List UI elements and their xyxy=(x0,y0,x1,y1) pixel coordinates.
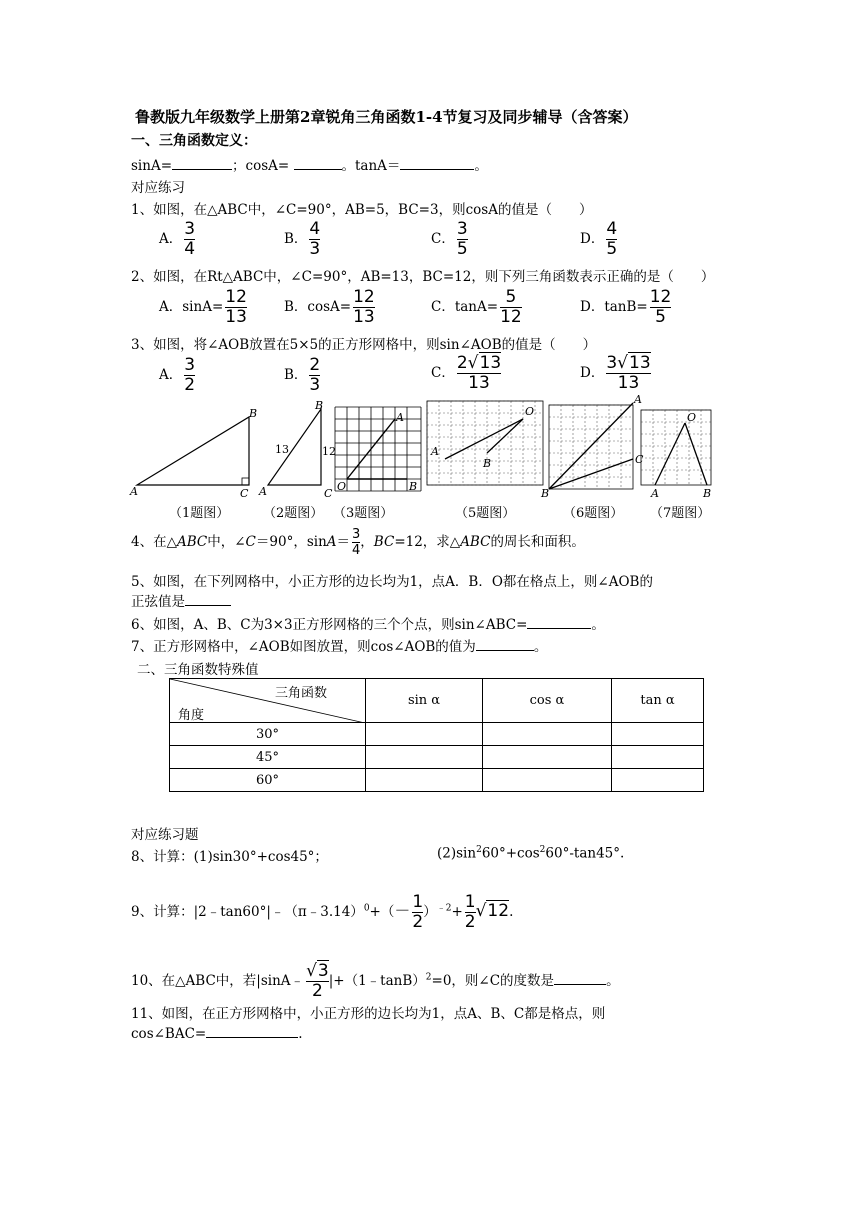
fig1-triangle xyxy=(137,417,249,485)
fig1-label-a: A xyxy=(130,485,138,498)
sin-def-blank[interactable] xyxy=(172,157,232,170)
q3-option-c[interactable]: C． $\frac{2√13}{13}$ xyxy=(431,353,502,393)
col-header-tan: tan α xyxy=(612,679,704,723)
q3-option-a[interactable]: A． $\frac{3}{2}$ xyxy=(159,355,196,395)
fig2-label-a: A xyxy=(259,485,267,498)
definition-line: sinA= ；cosA= 。tanA＝ 。 xyxy=(131,158,488,174)
special-values-table xyxy=(169,678,704,792)
question-6: 6、如图，A、B、C为3×3正方形网格的三个个点，则sin∠ABC= 。 xyxy=(131,617,605,633)
fig3-label-o: O xyxy=(337,480,347,493)
fig2-side-13: 13 xyxy=(275,443,289,456)
q1-option-b[interactable]: B． $\frac{4}{3}$ xyxy=(284,219,321,259)
q3-option-b[interactable]: B． $\frac{2}{3}$ xyxy=(284,355,321,395)
figure-6 xyxy=(540,395,644,500)
table-row xyxy=(170,723,704,746)
question-3: 3、如图，将∠AOB放置在5×5的正方形网格中，则sin∠AOB的值是（ ） xyxy=(131,337,597,353)
question-1: 1、如图，在△ABC中，∠C=90°，AB=5，BC=3，则cosA的值是（ ） xyxy=(131,202,593,218)
fig6-label-b: B xyxy=(541,487,550,500)
row-angle-60: 60° xyxy=(170,769,366,792)
caption-fig1: （1题图） xyxy=(169,506,230,521)
figure-5 xyxy=(427,401,543,485)
section1-heading: 一、三角函数定义： xyxy=(131,133,257,149)
question-11-line1: 11、如图，在正方形网格中，小正方形的边长均为1，点A、B、C都是格点，则 xyxy=(131,1006,606,1022)
row-angle-45: 45° xyxy=(170,746,366,769)
fig1-label-b: B xyxy=(249,407,258,420)
cos-def-label: ；cosA= xyxy=(232,158,290,174)
fig3-label-b: B xyxy=(409,480,418,493)
caption-fig2: （2题图） xyxy=(263,506,324,521)
q2-option-c[interactable]: C．tanA= $\frac{5}{12}$ xyxy=(431,287,522,327)
col-header-cos: cos α xyxy=(483,679,612,723)
figures-row xyxy=(125,395,725,500)
sin-def-label: sinA= xyxy=(131,158,173,174)
table-row xyxy=(170,746,704,769)
caption-fig3: （3题图） xyxy=(333,506,394,521)
q6-answer-blank[interactable] xyxy=(527,616,591,629)
cell-tan60[interactable] xyxy=(612,769,704,792)
row-angle-30: 30° xyxy=(170,723,366,746)
figure-1 xyxy=(129,407,257,500)
question-11-line2: cos∠BAC= . xyxy=(131,1026,303,1042)
practice-label-2: 对应练习题 xyxy=(131,827,199,843)
q2-option-d[interactable]: D．tanB= $\frac{12}{5}$ xyxy=(580,287,672,327)
fig7-label-b: B xyxy=(703,487,712,500)
cos-def-blank[interactable] xyxy=(294,157,342,170)
caption-fig6: （6题图） xyxy=(563,506,624,521)
fig7-label-o: O xyxy=(687,411,697,424)
cell-tan45[interactable] xyxy=(612,746,704,769)
fig2-label-c: C xyxy=(324,487,333,500)
cell-sin30[interactable] xyxy=(366,723,483,746)
q1-option-c[interactable]: C． $\frac{3}{5}$ xyxy=(431,219,468,259)
fig1-label-c: C xyxy=(240,487,249,500)
q11-answer-blank[interactable] xyxy=(206,1025,298,1038)
cell-sin60[interactable] xyxy=(366,769,483,792)
cell-cos30[interactable] xyxy=(483,723,612,746)
figure-3 xyxy=(335,407,421,493)
q10-answer-blank[interactable] xyxy=(554,972,606,985)
cell-sin45[interactable] xyxy=(366,746,483,769)
q1-option-d[interactable]: D． $\frac{4}{5}$ xyxy=(580,219,618,259)
corner-top-label: 三角函数 xyxy=(275,686,328,701)
table-row xyxy=(170,769,704,792)
tan-def-blank[interactable] xyxy=(400,157,474,170)
fig5-label-o: O xyxy=(525,405,535,418)
question-7: 7、正方形网格中，∠AOB如图放置，则cos∠AOB的值为 。 xyxy=(131,639,548,655)
fig1-right-angle-mark xyxy=(242,478,249,485)
q2-option-b[interactable]: B．cosA= $\frac{12}{13}$ xyxy=(284,287,375,327)
cell-tan30[interactable] xyxy=(612,723,704,746)
q2-option-a[interactable]: A．sinA= $\frac{12}{13}$ xyxy=(159,287,247,327)
caption-fig7: （7题图） xyxy=(650,506,711,521)
question-8-part1: 8、计算：(1)sin30°+cos45°； xyxy=(131,849,328,865)
question-4: 4、在△ABC中，∠C＝90°，sinA＝ $\frac{3}{4}$ ，BC=12，求△ABC的周长和面积。 xyxy=(131,527,585,558)
fig5-label-b: B xyxy=(483,457,492,470)
tan-def-label: 。tanA＝ xyxy=(341,158,401,174)
q3-option-d[interactable]: D． $\frac{3√13}{13}$ xyxy=(580,353,651,393)
section2-heading: 二、三角函数特殊值 xyxy=(137,662,259,678)
question-5-line1: 5、如图，在下列网格中，小正方形的边长均为1，点A．B．O都在格点上，则∠AOB的 xyxy=(131,574,653,590)
q1-option-a[interactable]: A． $\frac{3}{4}$ xyxy=(159,219,196,259)
q7-answer-blank[interactable] xyxy=(476,638,534,651)
page-title: 鲁教版九年级数学上册第2章锐角三角函数1-4节复习及同步辅导（含答案） xyxy=(135,108,638,126)
practice-label: 对应练习 xyxy=(131,180,185,196)
question-8-part2: $(2)\sin^260^\circ+\cos^260^\circ-\tan 45^\circ$. xyxy=(437,845,625,862)
col-header-sin: sin α xyxy=(366,679,483,723)
fig5-label-a: A xyxy=(431,445,439,458)
question-9: 9、计算：|2﹣tan60°|﹣（π﹣3.14）$^0$+（－ $\frac{1}{2}$ ）$^{﹣2}$+ $\frac{1}{2}$ √12. xyxy=(131,892,514,932)
caption-fig5: （5题图） xyxy=(455,506,516,521)
figure-2 xyxy=(258,399,336,500)
fig3-label-a: A xyxy=(396,411,404,424)
question-2: 2、如图，在Rt△ABC中，∠C=90°，AB=13，BC=12，则下列三角函数表示正确的是（ ） xyxy=(131,269,715,285)
fig2-side-12: 12 xyxy=(322,445,336,458)
cell-cos60[interactable] xyxy=(483,769,612,792)
fig6-label-a: A xyxy=(634,395,642,406)
corner-bottom-label: 角度 xyxy=(178,708,205,723)
figure-7 xyxy=(641,410,711,500)
question-5-line2: 正弦值是 xyxy=(131,590,231,610)
fig7-label-a: A xyxy=(651,487,659,500)
q5-answer-blank[interactable] xyxy=(185,593,231,606)
table-corner-cell xyxy=(170,679,366,723)
cell-cos45[interactable] xyxy=(483,746,612,769)
fig6-label-c: C xyxy=(635,453,644,466)
fig2-label-b: B xyxy=(315,399,324,412)
question-10: 10、在△ABC中，若|sinA﹣ $\frac{√3}{2}$ |+（1﹣tanB）$^2$=0，则∠C的度数是 。 xyxy=(131,961,620,1001)
